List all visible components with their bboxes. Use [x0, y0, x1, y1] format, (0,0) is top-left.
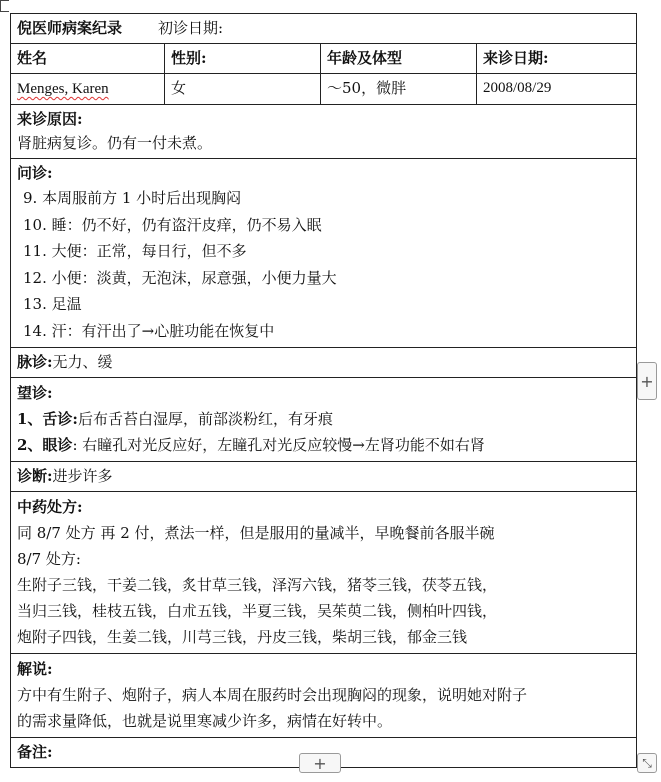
prescription-line: 8/7 处方:	[17, 550, 81, 568]
patient-name: Menges, Karen	[17, 81, 109, 97]
pulse-label: 脉诊:	[17, 353, 53, 371]
list-item: 11. 大便：正常，每日行，但不多	[23, 242, 247, 260]
prescription-line: 生附子三钱，干姜二钱，炙甘草三钱，泽泻六钱，猪苓三钱，茯苓五钱，	[17, 576, 498, 594]
list-item: 12. 小便：淡黄，无泡沫，尿意强，小便力量大	[23, 268, 337, 287]
sex-label: 性别:	[165, 44, 321, 74]
explanation-section[interactable]	[11, 654, 637, 738]
add-column-button[interactable]: +	[637, 362, 657, 400]
prescription-section[interactable]	[11, 492, 637, 654]
inquiry-list	[17, 185, 630, 344]
pulse-section[interactable]	[11, 348, 637, 378]
reason-text: 肾脏病复诊。仍有一付未煮。	[17, 134, 213, 152]
medical-record-table	[10, 13, 637, 768]
tongue-text: 后布舌苔白湿厚，前部淡粉红，有牙痕	[77, 410, 333, 428]
reason-section[interactable]	[11, 105, 637, 159]
initial-visit-date-label: 初诊日期:	[158, 19, 224, 37]
name-label: 姓名	[11, 44, 165, 74]
age-build-label: 年龄及体型	[321, 44, 477, 74]
title-row	[11, 14, 637, 44]
sex-value[interactable]: 女	[165, 74, 321, 105]
explanation-label: 解说:	[17, 660, 53, 678]
pulse-text: 无力、缓	[52, 353, 113, 371]
eye-text: : 右瞳孔对光反应好，左瞳孔对光反应较慢→左肾功能不如右肾	[72, 436, 485, 454]
eye-label: 2、眼诊	[17, 436, 73, 454]
visit-date-label: 来诊日期:	[477, 44, 637, 74]
diagnosis-section[interactable]	[11, 462, 637, 492]
add-row-button[interactable]: +	[299, 753, 341, 773]
list-item: 10. 睡：仍不好，仍有盗汗皮痒，仍不易入眠	[23, 215, 322, 234]
eye-line	[17, 432, 630, 458]
visit-date-value[interactable]: 2008/08/29	[477, 74, 637, 105]
list-item: 9. 本周服前方 1 小时后出现胸闷	[23, 189, 242, 207]
inquiry-section[interactable]	[11, 159, 637, 348]
inquiry-label: 问诊:	[17, 164, 53, 182]
age-build-value[interactable]: ～50，微胖	[321, 74, 477, 105]
prescription-line: 当归三钱，桂枝五钱，白朮五钱，半夏三钱，吴茱萸二钱，侧柏叶四钱，	[17, 602, 498, 620]
name-cell[interactable]	[11, 74, 165, 105]
prescription-line: 同 8/7 处方 再 2 付，煮法一样，但是服用的量减半，早晚餐前各服半碗	[17, 524, 495, 542]
tongue-line	[17, 406, 630, 432]
record-title: 倪医师病案纪录	[17, 19, 123, 37]
explanation-line: 的需求量降低，也就是说里寒减少许多，病情在好转中。	[17, 712, 393, 730]
diagnosis-text: 进步许多	[52, 467, 113, 485]
diagnosis-label: 诊断:	[17, 467, 53, 485]
table-corner-marker	[0, 0, 9, 12]
explanation-line: 方中有生附子、炮附子，病人本周在服药时会出现胸闷的现象，说明她对附子	[17, 686, 528, 704]
prescription-label: 中药处方:	[17, 498, 83, 516]
observation-label: 望诊:	[17, 384, 53, 402]
tongue-label: 1、舌诊:	[17, 410, 78, 428]
reason-label: 来诊原因:	[17, 110, 83, 128]
observation-section[interactable]	[11, 378, 637, 462]
list-item: 14. 汗：有汗出了→心脏功能在恢复中	[23, 321, 275, 340]
notes-label: 备注:	[17, 743, 53, 761]
prescription-line: 炮附子四钱，生姜二钱，川芎三钱，丹皮三钱，柴胡三钱，郁金三钱	[17, 628, 468, 646]
resize-handle-icon[interactable]: ⤡	[637, 753, 657, 773]
list-item: 13. 足温	[23, 295, 82, 313]
